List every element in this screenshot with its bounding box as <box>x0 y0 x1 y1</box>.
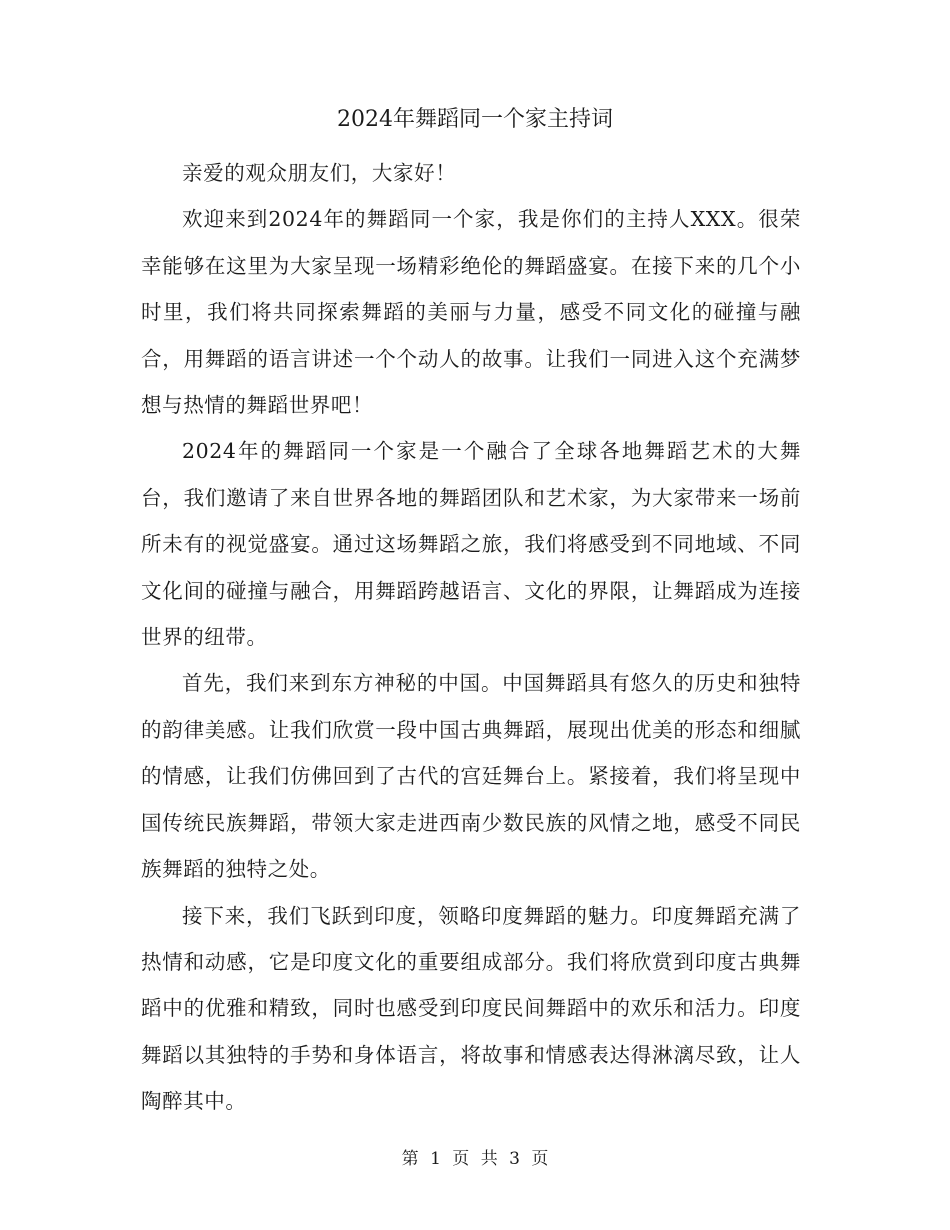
page-number-footer: 第 1 页 共 3 页 <box>401 1149 549 1169</box>
paragraph-greeting: 亲爱的观众朋友们，大家好！ <box>182 161 457 185</box>
paragraph-stage-intro: 2024年的舞蹈同一个家是一个融合了全球各地舞蹈艺术的大舞台，我们邀请了来自世界各地的舞蹈团队和艺术家，为大家带来一场前所未有的视觉盛宴。通过这场舞蹈之旅，我们将感受到不同地域、不同文化间的碰撞与融合，用舞蹈跨越语言、文化的界限，让舞蹈成为连接世界的纽带。 <box>141 439 801 650</box>
document-title: 2024年舞蹈同一个家主持词 <box>337 107 613 132</box>
paragraph-china: 首先，我们来到东方神秘的中国。中国舞蹈具有悠久的历史和独特的韵律美感。让我们欣赏一段中国古典舞蹈，展现出优美的形态和细腻的情感，让我们仿佛回到了古代的宫廷舞台上。紧接着，我们将呈现中国传统民族舞蹈，带领大家走进西南少数民族的风情之地，感受不同民族舞蹈的独特之处。 <box>141 671 801 882</box>
paragraph-welcome: 欢迎来到2024年的舞蹈同一个家，我是你们的主持人XXX。很荣幸能够在这里为大家呈现一场精彩绝伦的舞蹈盛宴。在接下来的几个小时里，我们将共同探索舞蹈的美丽与力量，感受不同文化的碰撞与融合，用舞蹈的语言讲述一个个动人的故事。让我们一同进入这个充满梦想与热情的舞蹈世界吧！ <box>141 207 801 418</box>
document-body <box>141 150 801 1125</box>
paragraph-india: 接下来，我们飞跃到印度，领略印度舞蹈的魅力。印度舞蹈充满了热情和动感，它是印度文化的重要组成部分。我们将欣赏到印度古典舞蹈中的优雅和精致，同时也感受到印度民间舞蹈中的欢乐和活力。印度舞蹈以其独特的手势和身体语言，将故事和情感表达得淋漓尽致，让人陶醉其中。 <box>141 903 801 1114</box>
